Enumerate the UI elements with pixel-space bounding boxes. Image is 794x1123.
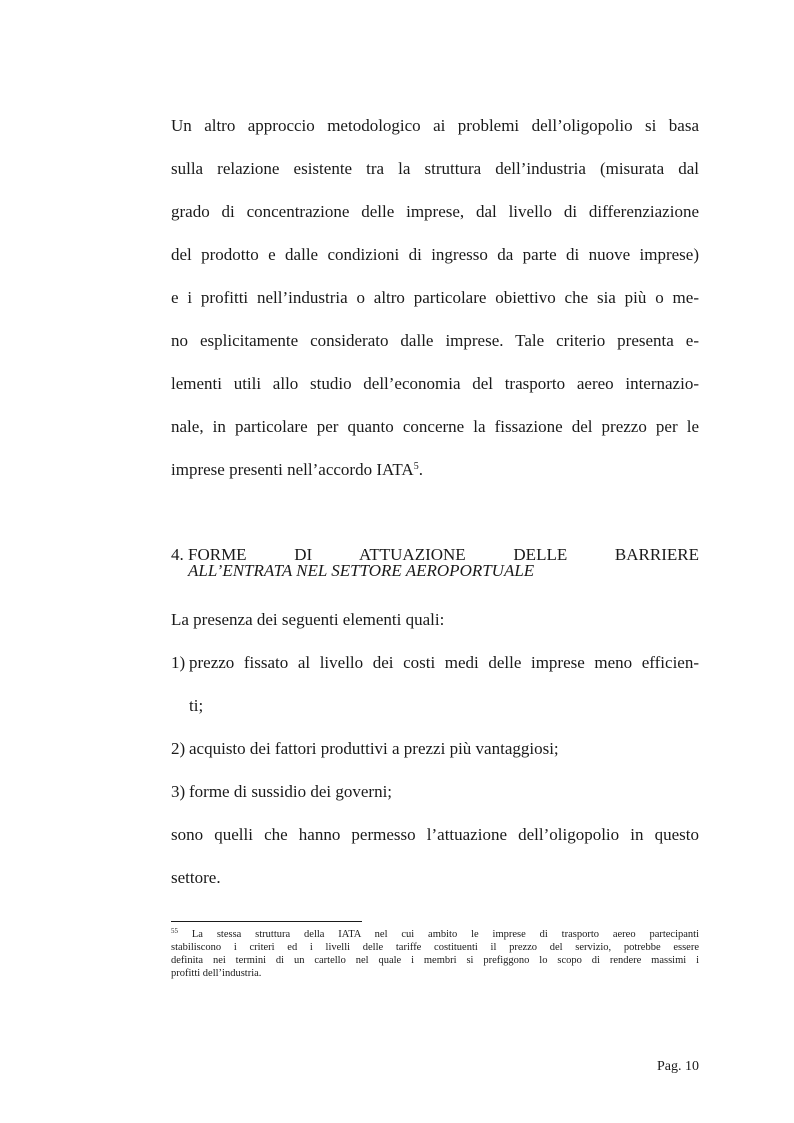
intro-text: La presenza dei seguenti elementi quali: (171, 610, 445, 629)
punctuation: . (418, 460, 423, 479)
list-item-text: forme di sussidio dei governi; (189, 782, 393, 801)
body-text-line-last (171, 460, 699, 480)
footnote-line: stabiliscono i criteri ed i livelli delle tariffe costituenti il prezzo del servizio, potrebbe essere (171, 942, 699, 953)
list-number: 1) (171, 653, 186, 672)
footnote-line: definita nei termini di un cartello nel quale i membri si prefiggono lo scopo di rendere massimi i (171, 955, 699, 966)
section-heading (171, 545, 699, 585)
body-text-line: sulla relazione esistente tra la struttura dell’industria (misurata dal (171, 159, 699, 178)
list-item-text: 1) prezzo fissato al livello dei costi medi delle imprese meno efficien- (171, 653, 699, 672)
footnote-separator (171, 921, 362, 922)
footnote-line: $^{55}$ La stessa struttura della IATA nel cui ambito le imprese di trasporto aereo partecipanti (171, 927, 700, 940)
footnote-line: profitti dell’industria. (171, 968, 262, 979)
body-text-line: lementi utili allo studio dell’economia del trasporto aereo internazio- (171, 374, 699, 393)
page-number: Pag. 10 (657, 1059, 699, 1074)
body-text-line: del prodotto e dalle condizioni di ingresso da parte di nuove imprese) (171, 245, 699, 264)
footnote-marker: 55 (171, 927, 178, 935)
body-text-line: Un altro approccio metodologico ai problemi dell’oligopolio si basa (171, 116, 699, 135)
list-item (171, 653, 699, 673)
body-text-line: no esplicitamente considerato dalle imprese. Tale criterio presenta e- (171, 331, 699, 350)
list-number: 3) (171, 782, 186, 801)
body-text-line: sono quelli che hanno permesso l’attuazione dell’oligopolio in questo (171, 825, 699, 844)
section-title-line2: ALL’ENTRATA NEL SETTORE AEROPORTUALE (188, 561, 535, 580)
body-text-line: e i profitti nell’industria o altro particolare obiettivo che sia più o me- (171, 288, 699, 307)
body-text-line: nale, in particolare per quanto concerne la fissazione del prezzo per le (171, 417, 699, 436)
footnote-reference[interactable]: 5 (413, 461, 419, 472)
list-item (171, 782, 699, 802)
body-text-line: grado di concentrazione delle imprese, dal livello di differenziazione (171, 202, 699, 221)
list-number: 2) (171, 739, 186, 758)
list-item-continuation: ti; (189, 696, 204, 715)
list-item-text: acquisto dei fattori produttivi a prezzi più vantaggiosi; (189, 739, 559, 758)
list-item (171, 739, 699, 759)
body-text-line-last: settore. (171, 868, 221, 887)
section-title-line1: FORME DI ATTUAZIONE DELLE BARRIERE (188, 545, 699, 564)
section-number: 4. (171, 545, 184, 564)
body-text: imprese presenti nell’accordo IATA (171, 460, 414, 479)
